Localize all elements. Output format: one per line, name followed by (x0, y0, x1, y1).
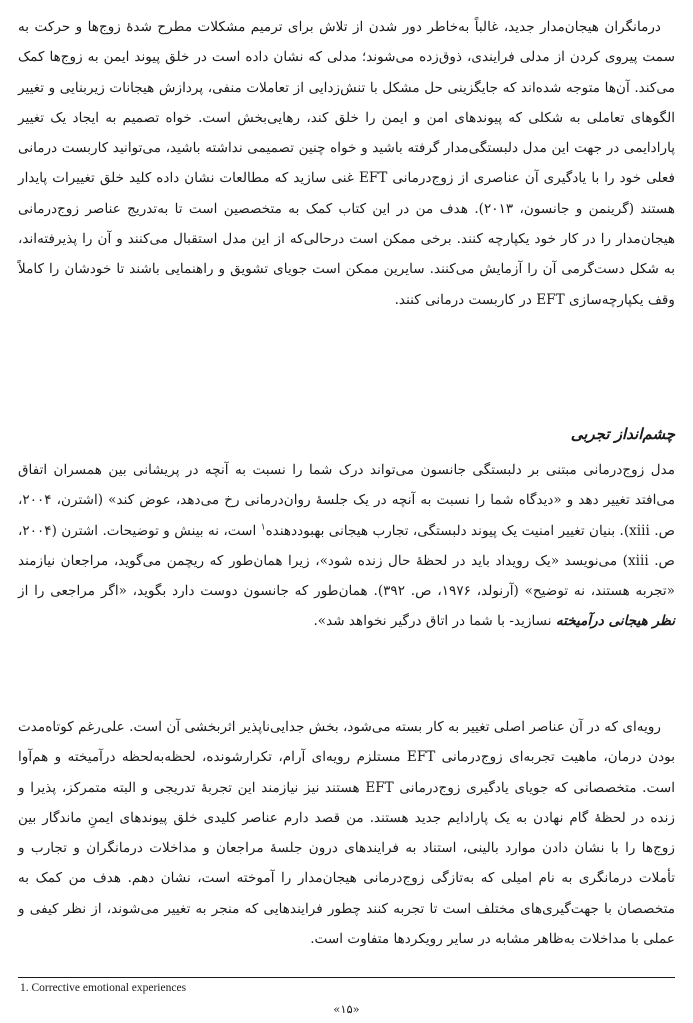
paragraph-text: ). بنیان تغییر امنیت یک پیوند دلبستگی، تجارب هیجانی بهبوددهنده (265, 522, 630, 539)
footnote-divider (18, 977, 675, 978)
paragraph-text: است، نه بینش و توضیحات. اشترن (۲۰۰۴، ص. (18, 522, 675, 569)
page-reference: xiii (629, 522, 650, 539)
paragraph-text: نسازید- با شما در اتاق درگیر نخواهد شد». (313, 613, 556, 630)
paragraph-text: مدل زوج‌درمانی مبتنی بر دلبستگی جانسون می‌تواند درک شما را نسبت به آنچه در پریشانی بین همسران اتفاق می‌افتد تغییر دهد و «دیدگاه شما را نسبت به آنچه در یک جلسهٔ روان‌درمانی رخ می‌دهد، عوض کند» (اشترن، ۲۰۰۴، ص. (18, 462, 676, 539)
emphasized-text: نظر هیجانی درآمیخته (555, 613, 675, 630)
page-reference: xiii (627, 552, 649, 569)
footnote: 1. Corrective emotional experiences (20, 982, 187, 994)
section-heading: چشم‌انداز تجربی (570, 425, 675, 443)
page-number: «۱۵» (333, 1002, 360, 1016)
paragraph-text: ) می‌نویسد «یک رویداد باید در لحظهٔ حال زنده شود»، زیرا همان‌طور که ریچمن می‌گوید، مراجعان نیازمند «تجربه هستند، نه توضیح» (آرنولد، ۱۹۷۶، ص. ۳۹۲). همان‌طور که جانسون دوست دارد بگوید، «اگر مراجعی را از (18, 552, 675, 600)
paragraph-intro: درمانگران هیجان‌مدار جدید، غالباً به‌خاطر دور شدن از تلاش برای ترمیم مشکلات مطرح شدهٔ زوج‌ها و حرکت به سمت پیروی کردن از مدلی فرایندی، ذوق‌زده می‌شوند؛ مدلی که نشان داده است در خلق پیوند ایمن به زوج‌ها کمک می‌کند. آن‌ها متوجه شده‌اند که جایگزینی حل مشکل با تنش‌زدایی از تعاملات منفی، پردازش هیجانات زیربنایی و تغییر الگوهای تعاملی به شکلی که پیوندهای امن و ایمن را خلق کند، رهایی‌بخش است. خواه تصمیم به ایجاد یک تغییر پارادایمی در جهت این مدل دلبستگی‌مدار گرفته باشید و خواه چنین تصمیمی نداشته باشید، می‌توانید کاربست درمانی فعلی خود را با یادگیری آن عناصری از زوج‌درمانی EFT غنی سازید که مطالعات نشان داده کلید خلق تغییرات پایدار هستند (گرینمن و جانسون، ۲۰۱۳). هدف من در این کتاب کمک به متخصصین است تا به‌تدریج عناصر زوج‌درمانی هیجان‌مدار را در کار خود یکپارچه کنند. برخی ممکن است درحالی‌که از این مدل استقبال می‌کنند و آن را پذیرفته‌اند، به شکل دست‌گرمی آن را آزمایش می‌کنند. سایرین ممکن است جویای تشویق و راهنمایی باشند تا خودشان را کاملاً وقف یکپارچه‌سازی EFT در کاربست درمانی کنند. (18, 19, 675, 308)
paragraph-experiential-view (18, 455, 675, 637)
paragraph-process: رویه‌ای که در آن عناصر اصلی تغییر به کار بسته می‌شود، بخش جدایی‌ناپذیر اثربخشی آن است. علی‌رغم کوتاه‌مدت بودن درمان، ماهیت تجربه‌ای زوج‌درمانی EFT مستلزم رویه‌ای آرام، تکرارشونده، لحظه‌به‌لحظه درآمیخته و هم‌آوا است. متخصصانی که جویای یادگیری زوج‌درمانی EFT هستند نیز نیازمند این تجربهٔ تدریجی و البته متمرکز، پذیرا و زنده در لحظهٔ گام نهادن به یک پارادایم جدید هستند. من قصد دارم عناصر کلیدی خلق پیوندهای ایمنِ ماندگار بین زوج‌ها را با نشان دادن موارد بالینی، استناد به فرایندهای درون جلسهٔ مراجعان و مداخلات درمانگران و تجارب و تأملات درمانگری به نام امیلی که به‌تازگی زوج‌درمانی هیجان‌مدار را آموخته است، نشان دهم. هدف من کمک به متخصصان با جهت‌گیری‌های مختلف است تا تجربه کنند چطور فرایندهایی که منجر به تغییر می‌شوند، از نظر کیفی و عملی با مداخلات به‌ظاهر مشابه در سایر رویکردها متفاوت است. (18, 719, 675, 948)
footnote-marker: ۱ (260, 522, 266, 533)
